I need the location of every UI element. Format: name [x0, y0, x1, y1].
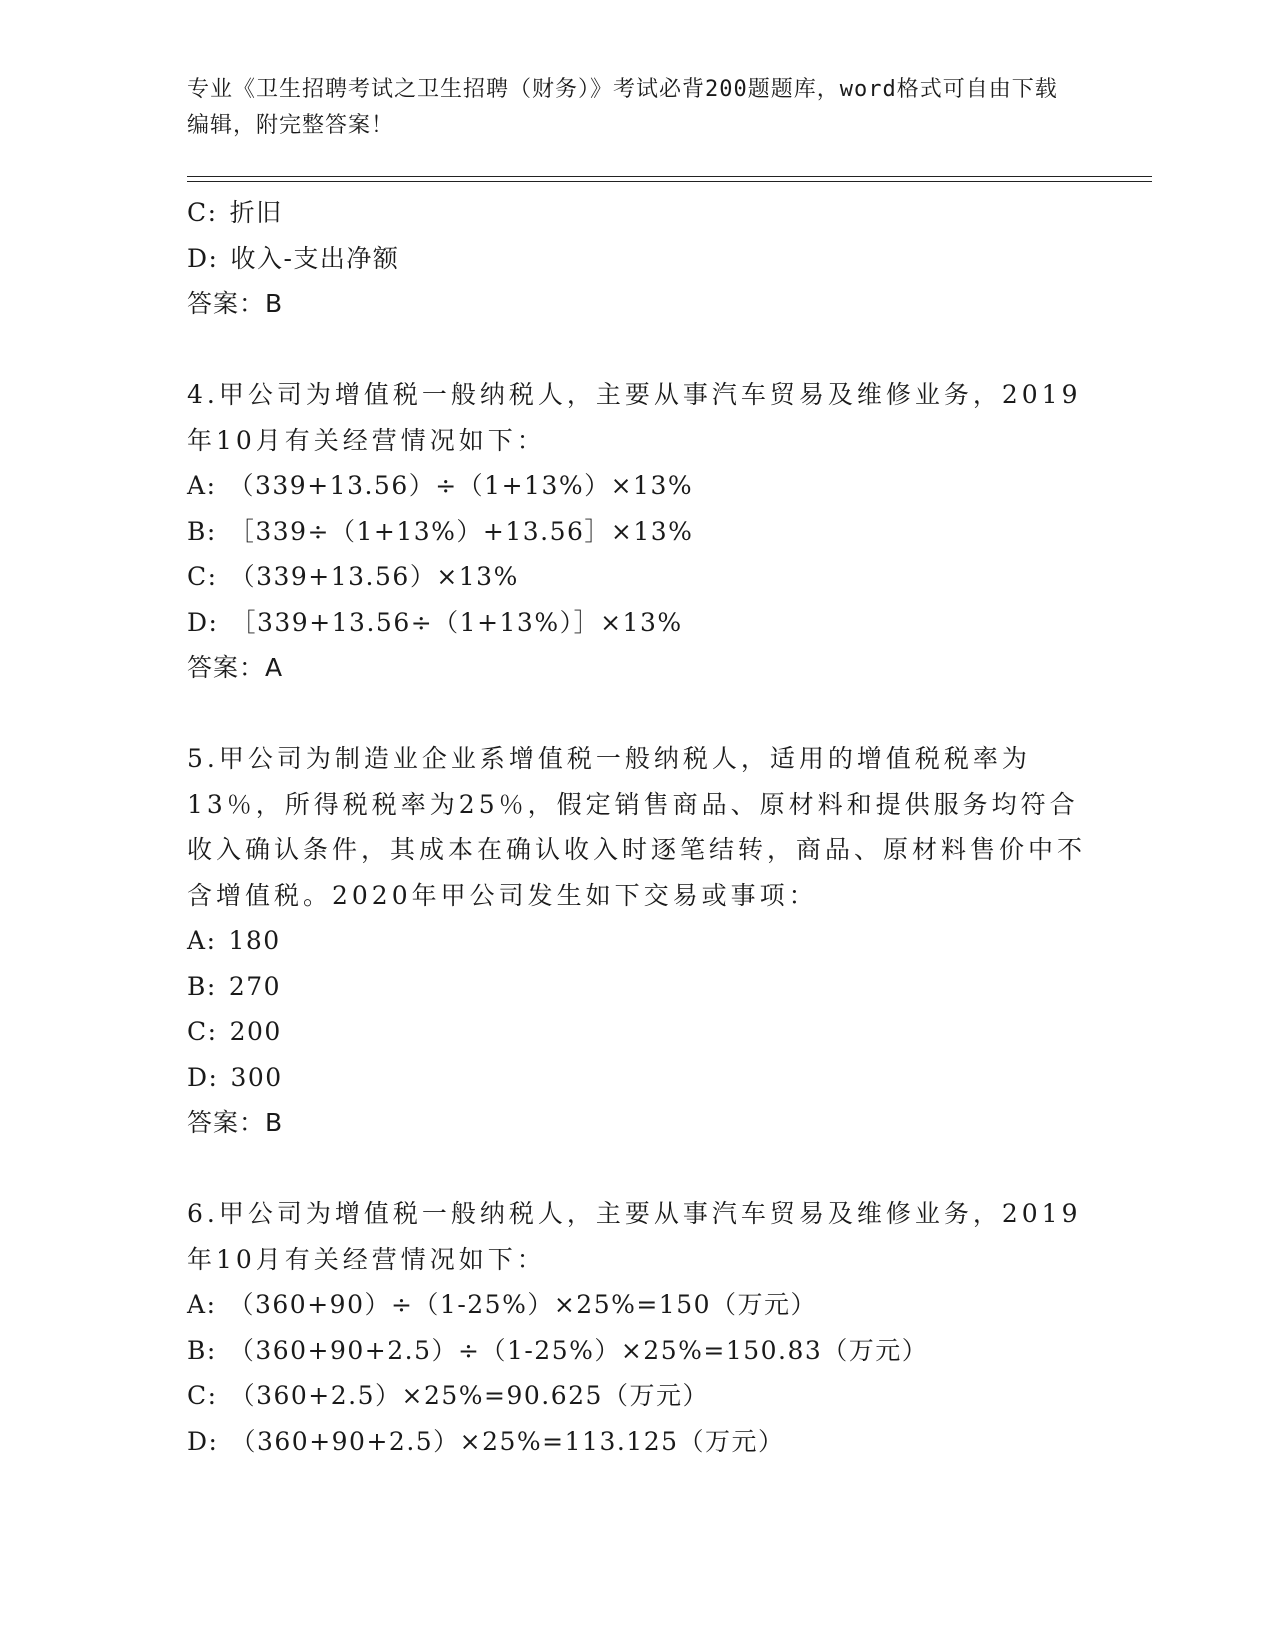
option-d: D: 收入-支出净额 [187, 243, 400, 273]
option-d: D: 300 [187, 1062, 283, 1092]
header-divider-bottom [187, 181, 1152, 182]
option-c: C: （339+13.56）×13% [187, 562, 519, 591]
answer-line: 答案：B [187, 289, 284, 318]
option-c: C: （360+2.5）×25%=90.625（万元） [187, 1381, 709, 1410]
answer-line: 答案：B [187, 1108, 284, 1137]
option-a: A: （360+90）÷（1-25%）×25%=150（万元） [187, 1290, 818, 1319]
page-header: 专业《卫生招聘考试之卫生招聘（财务）》考试必背200题题库，word格式可自由下载编辑，附完整答案！ [187, 77, 1058, 138]
option-b: B: ［339÷（1+13%）+13.56］×13% [187, 516, 694, 546]
option-a: A: 180 [187, 926, 281, 955]
question-stem: 6.甲公司为增值税一般纳税人，主要从事汽车贸易及维修业务，2019年10月有关经营情况如下： [187, 1199, 1082, 1274]
option-c: C: 折旧 [187, 198, 283, 227]
option-b: B: 270 [187, 971, 282, 1001]
question-stem: 5.甲公司为制造业企业系增值税一般纳税人，适用的增值税税率为13％，所得税税率为25％，假定销售商品、原材料和提供服务均符合收入确认条件，其成本在确认收入时逐笔结转，商品、原材料售价中不含增值税。2020年甲公司发生如下交易或事项： [187, 744, 1087, 910]
option-d: D: ［339+13.56÷（1+13%）］×13% [187, 607, 683, 637]
question-stem: 4.甲公司为增值税一般纳税人，主要从事汽车贸易及维修业务，2019年10月有关经营情况如下： [187, 380, 1082, 455]
answer-line: 答案：A [187, 653, 284, 682]
question-list [187, 190, 1087, 1464]
header-divider-top [187, 176, 1152, 177]
option-c: C: 200 [187, 1017, 282, 1046]
option-b: B: （360+90+2.5）÷（1-25%）×25%=150.83（万元） [187, 1335, 929, 1365]
option-d: D: （360+90+2.5）×25%=113.125（万元） [187, 1426, 785, 1456]
option-a: A: （339+13.56）÷（1+13%）×13% [187, 471, 694, 500]
